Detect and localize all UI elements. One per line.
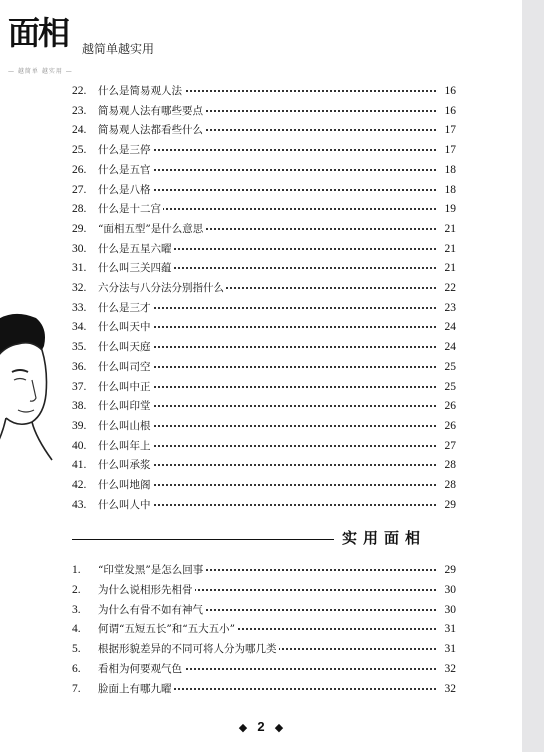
toc-entry-page: 30 (438, 580, 456, 600)
toc-entry[interactable] (72, 298, 456, 318)
toc-entry-number: 34. (72, 321, 87, 334)
toc-entry-number: 29. (72, 222, 87, 235)
toc-entry-title: 什么是十二宫 (98, 199, 163, 219)
toc-entry-number: 4. (72, 623, 81, 636)
toc-entry-number: 32. (72, 282, 87, 294)
toc-entry[interactable] (72, 659, 456, 679)
toc-entry-page: 25 (438, 377, 456, 397)
toc-entry[interactable] (72, 258, 456, 278)
face-illustration (0, 310, 62, 470)
toc-entry[interactable] (72, 140, 456, 160)
toc-entry-page: 26 (438, 396, 456, 416)
toc-entry-number: 26. (72, 163, 87, 176)
toc-entry[interactable] (72, 560, 456, 580)
toc-entry-page: 16 (438, 81, 456, 101)
toc-entry[interactable] (72, 377, 456, 397)
toc-entry-page: 32 (438, 679, 456, 699)
toc-entry-title: 什么叫司空 (98, 357, 153, 377)
toc-entry-number: 40. (72, 439, 87, 452)
toc-entry-number: 22. (72, 85, 87, 97)
toc-entry-number: 7. (72, 682, 81, 695)
toc-entry-title: 什么叫中正 (98, 377, 153, 397)
toc-entry-page: 17 (438, 120, 456, 140)
toc-entry-title: 什么叫印堂 (98, 396, 153, 416)
toc-entry-title: 根据形貌差异的不同可将人分为哪几类 (98, 639, 279, 659)
toc-entry[interactable] (72, 475, 456, 495)
toc-entry-number: 43. (72, 498, 87, 511)
toc-entry[interactable] (72, 679, 456, 699)
toc-entry-number: 24. (72, 124, 87, 137)
toc-entry-number: 5. (72, 643, 81, 656)
toc-entry-page: 30 (438, 600, 456, 620)
toc-entry-page: 18 (438, 160, 456, 180)
toc-entry-number: 35. (72, 341, 87, 354)
toc-entry[interactable] (72, 495, 456, 515)
toc-entry-number: 41. (72, 459, 87, 472)
toc-entry-page: 25 (438, 357, 456, 377)
toc-entry-page: 18 (438, 180, 456, 200)
toc-entry-number: 28. (72, 203, 87, 216)
toc-list-part2 (72, 560, 456, 710)
toc-entry[interactable] (72, 199, 456, 219)
toc-entry-number: 30. (72, 242, 87, 255)
toc-entry-page: 23 (438, 298, 456, 318)
toc-entry-title: 为什么说相形先相骨 (98, 580, 195, 600)
toc-entry-title: 什么是简易观人法 (98, 81, 184, 101)
toc-entry-title: 什么叫地阁 (98, 475, 153, 495)
toc-entry-number: 3. (72, 603, 81, 616)
toc-entry-title: 什么叫人中 (98, 495, 153, 515)
toc-entry-page: 31 (438, 619, 456, 639)
toc-entry-title: 什么是五官 (98, 160, 153, 180)
toc-entry-title: 为什么有骨不如有神气 (98, 600, 205, 620)
toc-entry-page: 19 (438, 199, 456, 219)
toc-entry-page: 21 (438, 258, 456, 278)
section-divider (72, 539, 334, 540)
toc-entry-title: 什么叫三关四蕴 (98, 258, 174, 278)
toc-entry[interactable] (72, 278, 456, 298)
toc-entry-title: 何谓“五短五长”和“五大五小” (98, 619, 237, 639)
toc-entry-title: 什么是五星六曜 (98, 239, 174, 259)
toc-entry-title: 简易观人法都看些什么 (98, 120, 205, 140)
logo-main-title: 面相 (8, 14, 69, 52)
toc-entry[interactable] (72, 416, 456, 436)
toc-entry-page: 24 (438, 317, 456, 337)
toc-entry-page: 21 (438, 219, 456, 239)
toc-entry-page: 28 (438, 455, 456, 475)
toc-entry-title: 什么叫承浆 (98, 455, 153, 475)
page-footer (0, 719, 522, 735)
toc-entry-page: 26 (438, 416, 456, 436)
toc-entry-number: 6. (72, 663, 81, 675)
header-logo (8, 8, 155, 75)
toc-entry-number: 42. (72, 479, 87, 491)
toc-entry-number: 23. (72, 104, 87, 117)
toc-entry-page: 28 (438, 475, 456, 495)
toc-entry-page: 31 (438, 639, 456, 659)
toc-entry-number: 31. (72, 262, 87, 275)
toc-entry-title: 什么叫天庭 (98, 337, 153, 357)
toc-entry[interactable] (72, 120, 456, 140)
toc-entry-number: 25. (72, 144, 87, 157)
logo-tagline: — 越简单 越实用 — (8, 68, 73, 75)
toc-entry[interactable] (72, 455, 456, 475)
toc-entry[interactable] (72, 81, 456, 101)
toc-entry[interactable] (72, 619, 456, 639)
logo-subtitle: 越简单越实用 (82, 42, 155, 56)
toc-entry-page: 22 (438, 278, 456, 298)
toc-entry[interactable] (72, 160, 456, 180)
toc-entry-number: 27. (72, 183, 87, 196)
toc-entry-number: 1. (72, 564, 81, 576)
toc-entry-title: 六分法与八分法分别指什么 (98, 278, 226, 298)
toc-entry-title: 什么叫年上 (98, 436, 153, 456)
toc-entry[interactable] (72, 101, 456, 121)
toc-entry[interactable] (72, 337, 456, 357)
toc-entry-page: 27 (438, 436, 456, 456)
toc-entry[interactable] (72, 357, 456, 377)
toc-entry-page: 29 (438, 495, 456, 515)
toc-entry-page: 24 (438, 337, 456, 357)
toc-entry-page: 17 (438, 140, 456, 160)
toc-entry-number: 39. (72, 419, 87, 432)
toc-entry-title: 简易观人法有哪些要点 (98, 101, 205, 121)
toc-entry-page: 32 (438, 659, 456, 679)
page-gutter (522, 0, 544, 752)
toc-list-part1 (72, 81, 456, 521)
footer-diamond-left: ◆ (238, 721, 248, 734)
toc-entry[interactable] (72, 436, 456, 456)
toc-entry-page: 29 (438, 560, 456, 580)
toc-entry-title: 脸面上有哪九曜 (98, 679, 174, 699)
toc-entry-title: 什么是三才 (98, 298, 153, 318)
toc-entry-number: 33. (72, 301, 87, 314)
toc-entry-title: 什么是八格 (98, 180, 153, 200)
toc-entry-page: 21 (438, 239, 456, 259)
toc-entry[interactable] (72, 219, 456, 239)
toc-entry-number: 38. (72, 400, 87, 413)
toc-entry-title: 什么叫天中 (98, 317, 153, 337)
toc-entry-page: 16 (438, 101, 456, 121)
footer-diamond-right: ◆ (274, 721, 284, 734)
section-title: 实用面相 (342, 529, 427, 547)
toc-entry[interactable] (72, 580, 456, 600)
toc-entry[interactable] (72, 396, 456, 416)
toc-entry-number: 36. (72, 360, 87, 373)
toc-entry-title: “印堂发黑”是怎么回事 (98, 560, 205, 580)
toc-entry-title: 什么叫山根 (98, 416, 153, 436)
toc-entry-title: 看相为何要观气色 (98, 659, 184, 679)
toc-entry-number: 37. (72, 380, 87, 393)
toc-entry[interactable] (72, 600, 456, 620)
toc-entry-title: “面相五型”是什么意思 (98, 219, 205, 239)
toc-entry[interactable] (72, 239, 456, 259)
page-number: 2 (257, 719, 265, 734)
toc-entry-title: 什么是三停 (98, 140, 153, 160)
toc-entry-number: 2. (72, 583, 81, 596)
toc-entry[interactable] (72, 639, 456, 659)
toc-entry[interactable] (72, 317, 456, 337)
toc-entry[interactable] (72, 180, 456, 200)
